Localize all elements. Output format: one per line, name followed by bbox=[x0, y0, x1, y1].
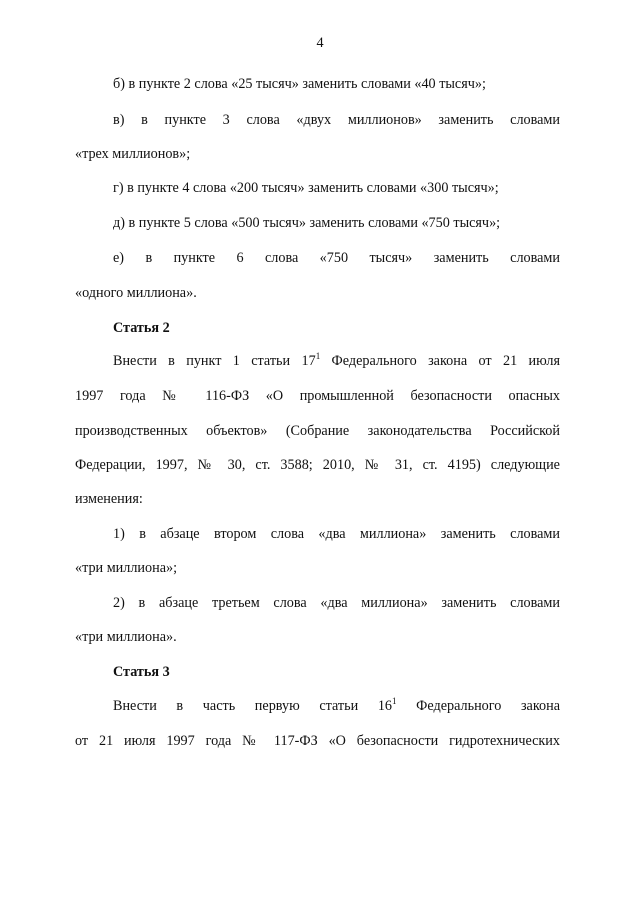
item-e-line-2: «одного миллиона». bbox=[75, 285, 197, 301]
article-3-line-1-end: Федерального закона bbox=[396, 698, 561, 714]
article-2-superscript: 1 bbox=[315, 351, 321, 361]
article-2-line-1-start: Внести в пункт 1 статьи 17 bbox=[113, 353, 316, 369]
article-2-line-1 bbox=[113, 351, 560, 369]
article-2-line-3: производственных объектов» (Собрание законодательства Российской bbox=[75, 423, 560, 439]
article-3-heading: Статья 3 bbox=[113, 664, 170, 680]
article-2-line-2: 1997 года № 116-ФЗ «О промышленной безопасности опасных bbox=[75, 388, 560, 404]
page-number: 4 bbox=[316, 35, 324, 51]
article-3-line-2: от 21 июля 1997 года № 117-ФЗ «О безопасности гидротехнических bbox=[75, 733, 560, 749]
article-2-line-1-end: Федерального закона от 21 июля bbox=[320, 353, 560, 369]
item-d: д) в пункте 5 слова «500 тысяч» заменить словами «750 тысяч»; bbox=[113, 215, 501, 231]
item-g: г) в пункте 4 слова «200 тысяч» заменить словами «300 тысяч»; bbox=[113, 180, 499, 196]
article-3-line-1-start: Внести в часть первую статьи 16 bbox=[113, 698, 393, 714]
article-2-line-5: изменения: bbox=[75, 491, 143, 507]
item-1-line-1: 1) в абзаце втором слова «два миллиона» заменить словами bbox=[113, 526, 560, 542]
item-b: б) в пункте 2 слова «25 тысяч» заменить словами «40 тысяч»; bbox=[113, 76, 486, 92]
article-2-line-4: Федерации, 1997, № 30, ст. 3588; 2010, № 31, ст. 4195) следующие bbox=[75, 457, 560, 473]
item-2-line-1: 2) в абзаце третьем слова «два миллиона» заменить словами bbox=[113, 595, 560, 611]
item-v-line-1: в) в пункте 3 слова «двух миллионов» заменить словами bbox=[113, 112, 560, 128]
article-2-heading: Статья 2 bbox=[113, 320, 170, 336]
item-2-line-2: «три миллиона». bbox=[75, 629, 177, 645]
item-1-line-2: «три миллиона»; bbox=[75, 560, 178, 576]
item-v-line-2: «трех миллионов»; bbox=[75, 146, 191, 162]
item-e-line-1: е) в пункте 6 слова «750 тысяч» заменить словами bbox=[113, 250, 560, 266]
article-3-line-1 bbox=[113, 696, 561, 714]
article-3-superscript: 1 bbox=[392, 696, 397, 706]
